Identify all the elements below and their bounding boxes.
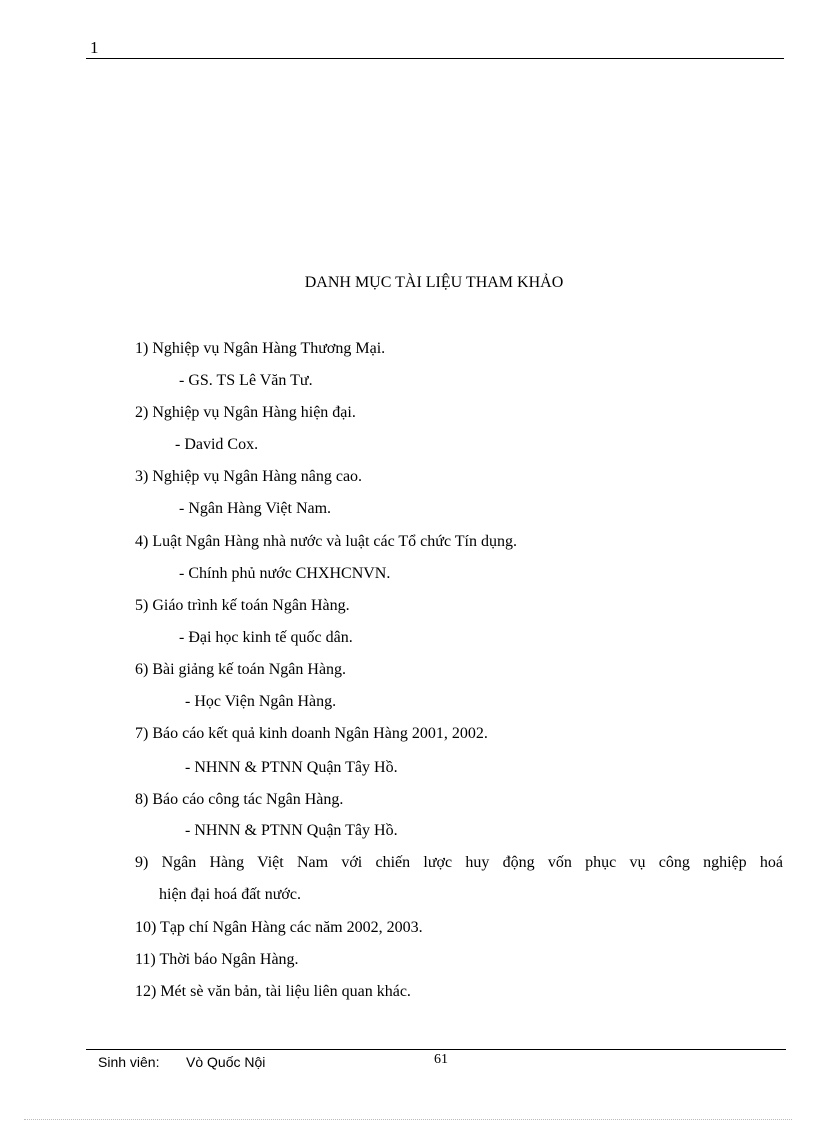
footer-student-label: Sinh viên:: [98, 1054, 160, 1070]
reference-item-4: 4) Luật Ngân Hàng nhà nước và luật các Tổ chức Tín dụng.: [135, 533, 517, 550]
reference-item-9-line-1: 9) Ngân Hàng Việt Nam với chiến lược huy động vốn phục vụ công nghiệp hoá: [135, 854, 783, 871]
reference-author-1: - GS. TS Lê Văn Tư.: [179, 372, 313, 389]
footer-page-number: 61: [434, 1052, 448, 1067]
reference-item-10: 10) Tạp chí Ngân Hàng các năm 2002, 2003.: [135, 919, 423, 936]
reference-author-8: - NHNN & PTNN Quận Tây Hồ.: [185, 822, 398, 839]
header-divider: [86, 58, 784, 59]
reference-author-6: - Học Viện Ngân Hàng.: [185, 693, 337, 710]
footer-student-name: Vò Quốc Nội: [186, 1054, 266, 1070]
reference-item-8: 8) Báo cáo công tác Ngân Hàng.: [135, 791, 344, 808]
reference-author-2: - David Cox.: [175, 436, 259, 453]
reference-author-5: - Đại học kinh tế quốc dân.: [179, 629, 353, 646]
page-bottom-border: [24, 1119, 792, 1120]
reference-item-11: 11) Thời báo Ngân Hàng.: [135, 951, 299, 968]
page-title: DANH MỤC TÀI LIỆU THAM KHẢO: [304, 274, 564, 291]
reference-item-6: 6) Bài giảng kế toán Ngân Hàng.: [135, 661, 347, 678]
reference-author-4: - Chính phủ nước CHXHCNVN.: [179, 565, 391, 582]
header-page-number: 1: [90, 38, 99, 57]
reference-author-3: - Ngân Hàng Việt Nam.: [179, 500, 332, 517]
reference-item-12: 12) Mét sè văn bản, tài liệu liên quan khác.: [135, 983, 411, 1000]
reference-item-1: 1) Nghiệp vụ Ngân Hàng Thương Mại.: [135, 340, 386, 357]
footer-divider: [86, 1049, 786, 1050]
reference-author-7: - NHNN & PTNN Quận Tây Hồ.: [185, 759, 398, 776]
reference-item-2: 2) Nghiệp vụ Ngân Hàng hiện đại.: [135, 404, 356, 421]
reference-item-3: 3) Nghiệp vụ Ngân Hàng nâng cao.: [135, 468, 363, 485]
reference-item-7: 7) Báo cáo kết quả kinh doanh Ngân Hàng 2001, 2002.: [135, 725, 488, 742]
reference-item-9-line-2: hiện đại hoá đất nước.: [159, 886, 301, 903]
reference-item-5: 5) Giáo trình kế toán Ngân Hàng.: [135, 597, 350, 614]
